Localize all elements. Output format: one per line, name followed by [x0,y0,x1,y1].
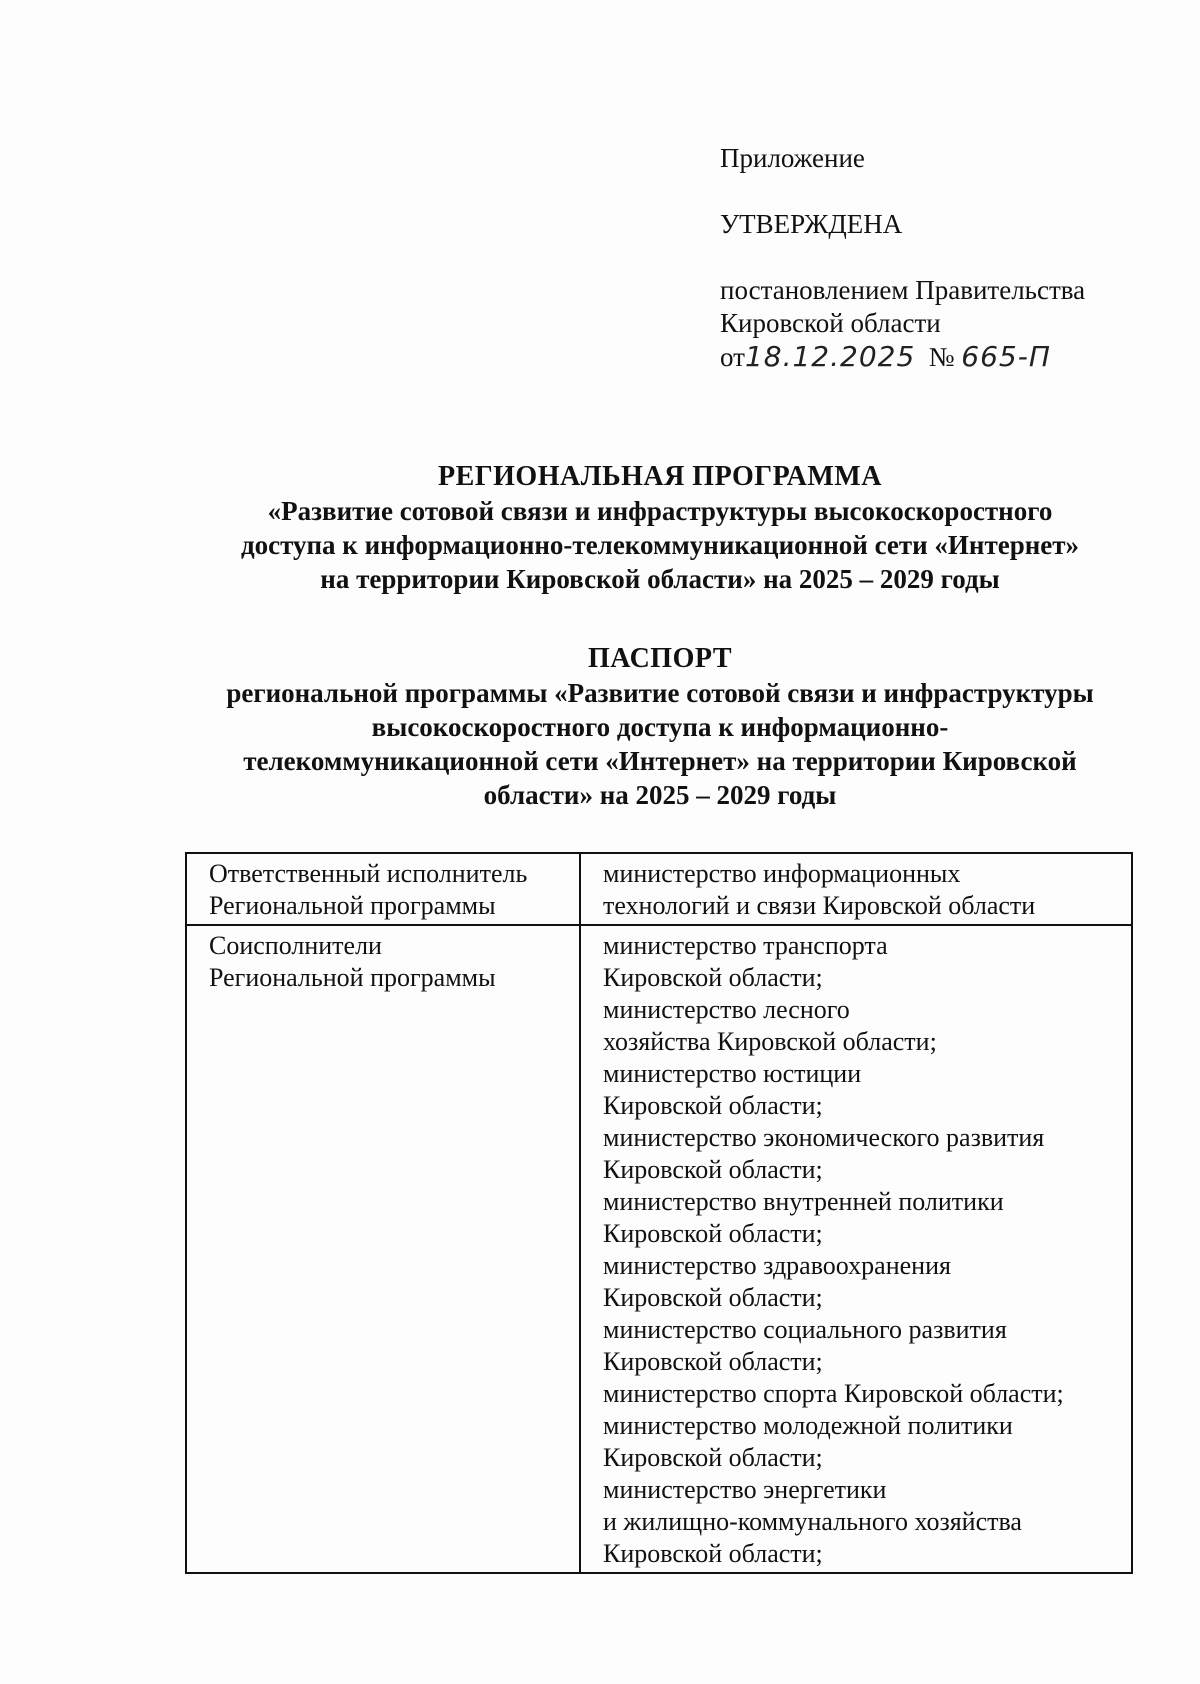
passport-table [185,852,1133,1574]
cell-text: Кировской области; [603,963,823,992]
cell-text: министерство спорта Кировской области; [603,1379,1064,1408]
cell-text: Соисполнители [209,931,382,960]
passport-subtitle-line: региональной программы «Развитие сотовой связи и инфраструктуры [226,678,1094,708]
cell-text: министерство экономического развития [603,1123,1045,1152]
program-subtitle-line: «Развитие сотовой связи и инфраструктуры высокоскоростного [267,496,1053,526]
cell-text: Кировской области; [603,1347,823,1376]
passport-heading [160,642,1160,812]
decree-line-2: Кировской области [720,308,941,338]
decree-date-number [720,340,1160,374]
cell-text: Кировской области; [603,1539,823,1568]
decree-line-1: постановлением Правительства [720,275,1086,305]
approved-label: УТВЕРЖДЕНА [720,209,903,239]
cell-text: Кировской области; [603,1155,823,1184]
program-subtitle-line: доступа к информационно-телекоммуникационной сети «Интернет» [240,530,1080,560]
cell-text: Кировской области; [603,1091,823,1120]
cell-text: хозяйства Кировской области; [603,1027,937,1056]
table-row [186,925,1132,1573]
handwritten-number: 665-П [961,340,1051,373]
date-prefix: от [720,342,745,372]
passport-title: ПАСПОРТ [587,643,732,674]
cell-text: технологий и связи Кировской области [603,891,1036,920]
cell-text: министерство лесного [603,995,850,1024]
cell-text: Кировской области; [603,1443,823,1472]
program-title: РЕГИОНАЛЬНАЯ ПРОГРАММА [438,461,882,492]
approval-block [720,142,1160,374]
cell-text: министерство внутренней политики [603,1187,1004,1216]
table-cell-label [186,853,580,925]
passport-subtitle-line: области» на 2025 – 2029 годы [483,780,837,810]
cell-text: министерство юстиции [603,1059,862,1088]
cell-text: Кировской области; [603,1283,823,1312]
cell-text: министерство молодежной политики [603,1411,1013,1440]
passport-subtitle-line: телекоммуникационной сети «Интернет» на территории Кировской [243,746,1077,776]
table-cell-label [186,925,580,1573]
cell-text: министерство энергетики [603,1475,887,1504]
program-subtitle-line: на территории Кировской области» на 2025 – 2029 годы [320,564,1000,594]
table-cell-value [580,853,1132,925]
cell-text: Региональной программы [209,891,496,920]
cell-text: Ответственный исполнитель [209,859,528,888]
cell-text: Кировской области; [603,1219,823,1248]
handwritten-date: 18.12.2025 [744,340,916,373]
program-heading [160,460,1160,596]
appendix-label: Приложение [720,143,865,173]
passport-subtitle-line: высокоскоростного доступа к информационно- [371,712,949,742]
table-row [186,853,1132,925]
cell-text: министерство здравоохранения [603,1251,951,1280]
cell-text: министерство информационных [603,859,961,888]
table-cell-value [580,925,1132,1573]
cell-text: министерство транспорта [603,931,888,960]
cell-text: министерство социального развития [603,1315,1007,1344]
number-prefix: № [928,342,955,372]
cell-text: Региональной программы [209,963,496,992]
cell-text: и жилищно-коммунального хозяйства [603,1507,1022,1536]
